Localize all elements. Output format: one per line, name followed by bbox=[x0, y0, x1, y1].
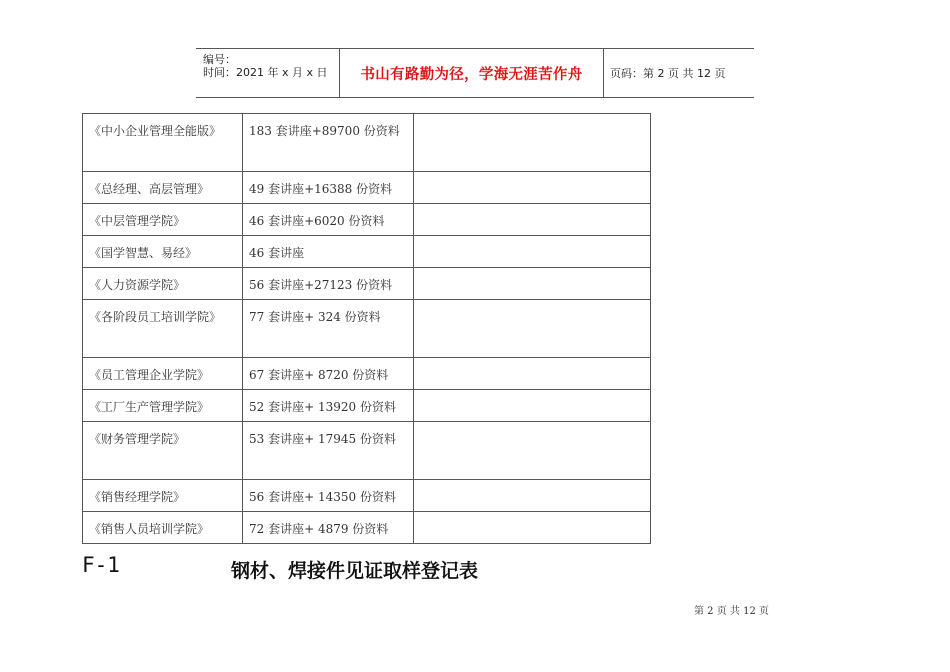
course-name: 《销售经理学院》 bbox=[83, 480, 243, 512]
course-content: 46 套讲座+6020 份资料 bbox=[243, 204, 414, 236]
course-name: 《销售人员培训学院》 bbox=[83, 512, 243, 544]
page-header bbox=[196, 48, 754, 98]
table-row bbox=[83, 422, 651, 480]
course-content: 56 套讲座+27123 份资料 bbox=[243, 268, 414, 300]
header-page-label: 页码：第 2 页 共 12 页 bbox=[610, 67, 726, 80]
course-name: 《人力资源学院》 bbox=[83, 268, 243, 300]
table-row bbox=[83, 236, 651, 268]
course-name: 《员工管理企业学院》 bbox=[83, 358, 243, 390]
table-row bbox=[83, 390, 651, 422]
table-row bbox=[83, 512, 651, 544]
header-time-label: 时间：2021 年 x 月 x 日 bbox=[203, 66, 328, 79]
course-note bbox=[414, 204, 651, 236]
table-row bbox=[83, 204, 651, 236]
course-note bbox=[414, 236, 651, 268]
course-content: 77 套讲座+ 324 份资料 bbox=[243, 300, 414, 358]
table-row bbox=[83, 172, 651, 204]
table-row bbox=[83, 358, 651, 390]
header-motto: 书山有路勤为径，学海无涯苦作舟 bbox=[339, 49, 604, 97]
course-name: 《中层管理学院》 bbox=[83, 204, 243, 236]
course-name: 《国学智慧、易经》 bbox=[83, 236, 243, 268]
course-content: 56 套讲座+ 14350 份资料 bbox=[243, 480, 414, 512]
course-name: 《各阶段员工培训学院》 bbox=[83, 300, 243, 358]
course-content: 53 套讲座+ 17945 份资料 bbox=[243, 422, 414, 480]
course-note bbox=[414, 512, 651, 544]
table-row bbox=[83, 480, 651, 512]
course-note bbox=[414, 358, 651, 390]
course-content: 72 套讲座+ 4879 份资料 bbox=[243, 512, 414, 544]
course-note bbox=[414, 480, 651, 512]
section-code: F-1 bbox=[82, 553, 120, 577]
course-table bbox=[82, 113, 651, 544]
section-title: 钢材、焊接件见证取样登记表 bbox=[231, 560, 479, 582]
course-content: 67 套讲座+ 8720 份资料 bbox=[243, 358, 414, 390]
course-note bbox=[414, 300, 651, 358]
table-row bbox=[83, 114, 651, 172]
course-content: 183 套讲座+89700 份资料 bbox=[243, 114, 414, 172]
course-name: 《财务管理学院》 bbox=[83, 422, 243, 480]
header-meta bbox=[196, 49, 339, 97]
course-note bbox=[414, 268, 651, 300]
course-content: 46 套讲座 bbox=[243, 236, 414, 268]
course-name: 《工厂生产管理学院》 bbox=[83, 390, 243, 422]
course-content: 49 套讲座+16388 份资料 bbox=[243, 172, 414, 204]
course-name: 《中小企业管理全能版》 bbox=[83, 114, 243, 172]
course-note bbox=[414, 390, 651, 422]
course-note bbox=[414, 422, 651, 480]
table-row bbox=[83, 300, 651, 358]
course-name: 《总经理、高层管理》 bbox=[83, 172, 243, 204]
course-note bbox=[414, 114, 651, 172]
course-note bbox=[414, 172, 651, 204]
course-content: 52 套讲座+ 13920 份资料 bbox=[243, 390, 414, 422]
table-row bbox=[83, 268, 651, 300]
header-number-label: 编号： bbox=[203, 53, 236, 66]
page-footer: 第 2 页 共 12 页 bbox=[694, 606, 769, 617]
